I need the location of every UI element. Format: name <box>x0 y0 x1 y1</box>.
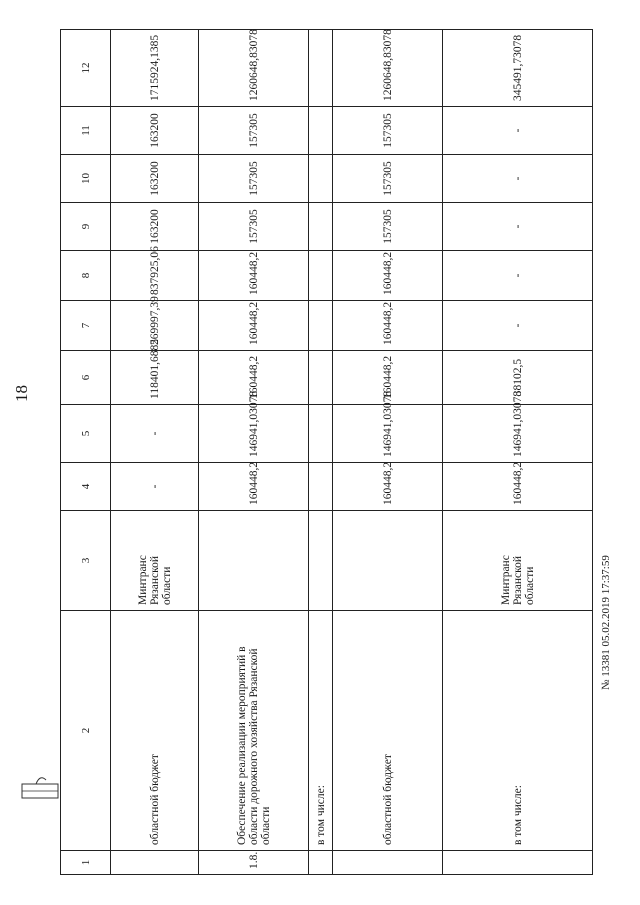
cell-value: - <box>443 251 593 301</box>
cell-value: 118401,6885 <box>111 351 199 405</box>
col-header: 10 <box>61 155 111 203</box>
cell-value <box>309 251 333 301</box>
col-header: 8 <box>61 251 111 301</box>
cell-value: 269997,39 <box>111 301 199 351</box>
registration-stamp: № 13381 05.02.2019 17:37:59 <box>600 555 612 690</box>
col-header: 12 <box>61 30 111 107</box>
col-header: 9 <box>61 203 111 251</box>
cell-value: 345491,73078 <box>443 30 593 107</box>
col-header: 1 <box>61 851 111 875</box>
col-header: 5 <box>61 405 111 463</box>
cell-value: 160448,2 <box>199 351 309 405</box>
cell-value: - <box>111 405 199 463</box>
cell-value: 160448,2 <box>333 301 443 351</box>
cell-value: 160448,2 <box>333 351 443 405</box>
cell-value <box>309 107 333 155</box>
cell-num: 1.8. <box>199 851 309 875</box>
budget-table <box>60 29 593 875</box>
cell-value: - <box>443 301 593 351</box>
rotated-table-wrapper <box>60 30 593 875</box>
cell-value: 157305 <box>199 155 309 203</box>
cell-num <box>333 851 443 875</box>
cell-value: 157305 <box>199 107 309 155</box>
cell-org: Минтранс Рязанской области <box>443 511 593 611</box>
table-row <box>309 30 333 875</box>
table-row <box>111 30 199 875</box>
cell-value <box>309 405 333 463</box>
header-row <box>61 30 111 875</box>
cell-value: 1260648,83078 <box>333 30 443 107</box>
cell-value: 146941,03078 <box>443 405 593 463</box>
cell-value: 163200 <box>111 107 199 155</box>
cell-value <box>309 351 333 405</box>
table-row <box>443 30 593 875</box>
col-header: 6 <box>61 351 111 405</box>
cell-value: 146941,03078 <box>333 405 443 463</box>
col-header: 7 <box>61 301 111 351</box>
table-row <box>199 30 309 875</box>
cell-value: 160448,2 <box>199 251 309 301</box>
cell-value: 160448,2 <box>199 463 309 511</box>
cell-value: 160448,2 <box>199 301 309 351</box>
cell-value: - <box>443 203 593 251</box>
cell-num <box>111 851 199 875</box>
cell-value: 157305 <box>333 203 443 251</box>
cell-value: 157305 <box>333 107 443 155</box>
col-header: 11 <box>61 107 111 155</box>
cell-value: 160448,2 <box>333 463 443 511</box>
table-row <box>333 30 443 875</box>
cell-org <box>333 511 443 611</box>
col-header: 3 <box>61 511 111 611</box>
page-number: 18 <box>12 385 31 402</box>
cell-value: 163200 <box>111 203 199 251</box>
cell-value: 160448,2 <box>333 251 443 301</box>
seal-icon <box>20 770 60 810</box>
cell-name: областной бюджет <box>333 611 443 851</box>
cell-num <box>443 851 593 875</box>
cell-org: Минтранс Рязанской области <box>111 511 199 611</box>
cell-value: 146941,03078 <box>199 405 309 463</box>
cell-value: 1260648,83078 <box>199 30 309 107</box>
cell-value: 157305 <box>199 203 309 251</box>
cell-value <box>309 203 333 251</box>
cell-org <box>199 511 309 611</box>
cell-value <box>309 30 333 107</box>
cell-value: 837925,06 <box>111 251 199 301</box>
cell-value: 1715924,1385 <box>111 30 199 107</box>
cell-value <box>309 155 333 203</box>
cell-name: в том числе: <box>443 611 593 851</box>
cell-value <box>309 301 333 351</box>
cell-value: 38102,5 <box>443 351 593 405</box>
col-header: 4 <box>61 463 111 511</box>
cell-value: 160448,2 <box>443 463 593 511</box>
cell-value: - <box>443 155 593 203</box>
col-header: 2 <box>61 611 111 851</box>
cell-value <box>309 463 333 511</box>
cell-name: в том числе: <box>309 611 333 851</box>
cell-num <box>309 851 333 875</box>
cell-value: 163200 <box>111 155 199 203</box>
cell-name: Обеспечение реализации мероприятий в области дорожного хозяйства Рязанской области <box>199 611 309 851</box>
cell-name: областной бюджет <box>111 611 199 851</box>
cell-value: 157305 <box>333 155 443 203</box>
cell-org <box>309 511 333 611</box>
cell-value: - <box>111 463 199 511</box>
cell-value: - <box>443 107 593 155</box>
